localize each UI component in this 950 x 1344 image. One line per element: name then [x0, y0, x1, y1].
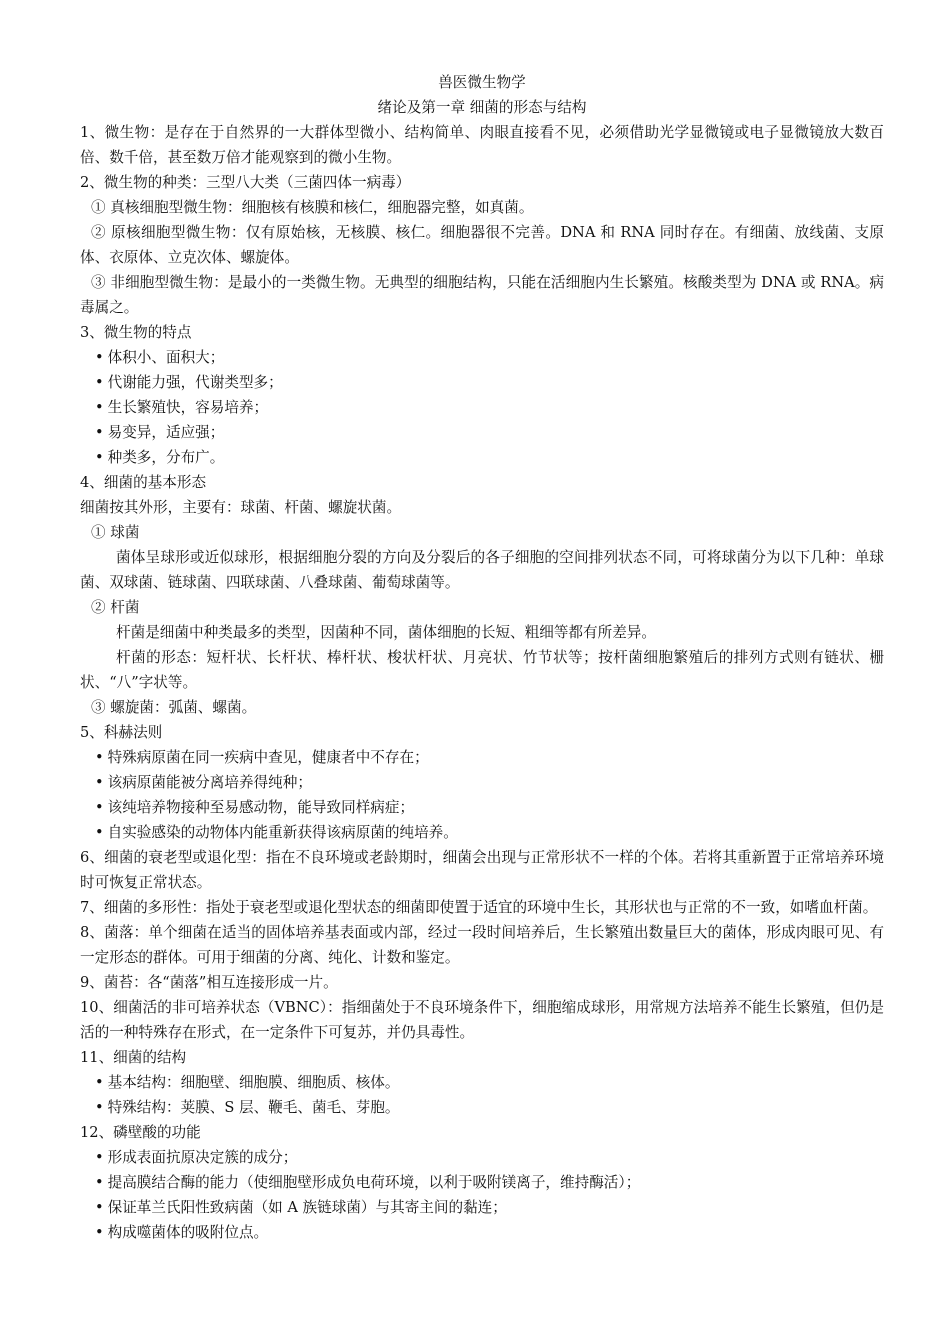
bullet-icon: • [95, 399, 104, 416]
section-3-bullet [80, 395, 884, 420]
list-item-text: 构成噬菌体的吸附位点。 [107, 1224, 269, 1241]
section-4-cocci-heading: ① 球菌 [91, 524, 140, 541]
list-item-text: 提高膜结合酶的能力（使细胞壁形成负电荷环境，以利于吸附镁离子，维持酶活）； [107, 1174, 641, 1191]
list-item-text: 代谢能力强，代谢类型多； [107, 374, 283, 391]
section-4-heading: 4、细菌的基本形态 [80, 474, 207, 491]
section-4-bacilli-text-2: 杆菌的形态：短杆状、长杆状、棒杆状、梭状杆状、月亮状、竹节状等；按杆菌细胞繁殖后的排列方式则有链状、栅状、“八”字状等。 [80, 649, 884, 691]
list-item-text: 该纯培养物接种至易感动物，能导致同样病症； [107, 799, 415, 816]
section-11-heading: 11、细菌的结构 [80, 1049, 187, 1066]
bullet-icon: • [95, 449, 104, 466]
section-5-bullet [80, 820, 884, 845]
bullet-icon: • [95, 1199, 104, 1216]
bullet-icon: • [95, 424, 104, 441]
section-2-item-3: ③ 非细胞型微生物：是最小的一类微生物。无典型的细胞结构，只能在活细胞内生长繁殖。核酸类型为 DNA 或 RNA。病毒属之。 [80, 274, 884, 316]
section-12-bullet [80, 1145, 884, 1170]
section-4-intro: 细菌按其外形，主要有：球菌、杆菌、螺旋状菌。 [80, 499, 402, 516]
list-item-text: 形成表面抗原决定簇的成分； [107, 1149, 298, 1166]
list-item-text: 特殊病原菌在同一疾病中查见，健康者中不存在； [107, 749, 429, 766]
section-3-bullet [80, 345, 884, 370]
list-item-text: 生长繁殖快，容易培养； [107, 399, 269, 416]
bullet-icon: • [95, 349, 104, 366]
section-11-bullet [80, 1095, 884, 1120]
section-3-bullet [80, 370, 884, 395]
section-8: 8、菌落：单个细菌在适当的固体培养基表面或内部，经过一段时间培养后，生长繁殖出数量巨大的菌体，形成肉眼可见、有一定形态的群体。可用于细菌的分离、纯化、计数和鉴定。 [80, 924, 884, 966]
section-2-item-1: ① 真核细胞型微生物：细胞核有核膜和核仁，细胞器完整，如真菌。 [91, 199, 534, 216]
chapter-title: 绪论及第一章 细菌的形态与结构 [377, 99, 587, 116]
section-5-bullet [80, 795, 884, 820]
list-item-text: 基本结构：细胞壁、细胞膜、细胞质、核体。 [107, 1074, 400, 1091]
bullet-icon: • [95, 774, 104, 791]
bullet-icon: • [95, 749, 104, 766]
section-12-bullet [80, 1220, 884, 1245]
section-9: 9、菌苔：各“菌落”相互连接形成一片。 [80, 974, 338, 991]
section-6: 6、细菌的衰老型或退化型：指在不良环境或老龄期时，细菌会出现与正常形状不一样的个体。若将其重新置于正常培养环境时可恢复正常状态。 [80, 849, 884, 891]
bullet-icon: • [95, 374, 104, 391]
list-item-text: 保证革兰氏阳性致病菌（如 A 族链球菌）与其寄主间的黏连； [107, 1199, 507, 1216]
section-5-bullet [80, 770, 884, 795]
list-item-text: 体积小、面积大； [107, 349, 225, 366]
section-4-bacilli-heading: ② 杆菌 [91, 599, 140, 616]
list-item-text: 该病原菌能被分离培养得纯种； [107, 774, 312, 791]
section-4-bacilli-text-1: 杆菌是细菌中种类最多的类型，因菌种不同，菌体细胞的长短、粗细等都有所差异。 [116, 624, 656, 641]
bullet-icon: • [95, 1224, 104, 1241]
list-item-text: 易变异，适应强； [107, 424, 225, 441]
document-body [80, 70, 884, 1245]
bullet-icon: • [95, 799, 104, 816]
section-3-heading: 3、微生物的特点 [80, 324, 192, 341]
section-5-bullet [80, 745, 884, 770]
bullet-icon: • [95, 1174, 104, 1191]
bullet-icon: • [95, 1149, 104, 1166]
section-1: 1、微生物：是存在于自然界的一大群体型微小、结构简单、肉眼直接看不见，必须借助光学显微镜或电子显微镜放大数百倍、数千倍，甚至数万倍才能观察到的微小生物。 [80, 124, 884, 166]
section-5-heading: 5、科赫法则 [80, 724, 163, 741]
section-11-bullet [80, 1070, 884, 1095]
section-4-spirilla: ③ 螺旋菌：弧菌、螺菌。 [91, 699, 257, 716]
section-12-heading: 12、磷壁酸的功能 [80, 1124, 201, 1141]
section-12-bullet [80, 1170, 884, 1195]
section-7: 7、细菌的多形性：指处于衰老型或退化型状态的细菌即使置于适宜的环境中生长，其形状也与正常的不一致，如嗜血杆菌。 [80, 899, 878, 916]
section-10: 10、细菌活的非可培养状态（VBNC）：指细菌处于不良环境条件下，细胞缩成球形，用常规方法培养不能生长繁殖，但仍是活的一种特殊存在形式，在一定条件下可复苏，并仍具毒性。 [80, 999, 884, 1041]
section-2-item-2: ② 原核细胞型微生物：仅有原始核，无核膜、核仁。细胞器很不完善。DNA 和 RNA 同时存在。有细菌、放线菌、支原体、衣原体、立克次体、螺旋体。 [80, 224, 884, 266]
document-title: 兽医微生物学 [438, 74, 526, 91]
bullet-icon: • [95, 824, 104, 841]
list-item-text: 特殊结构：荚膜、S 层、鞭毛、菌毛、芽胞。 [107, 1099, 400, 1116]
section-3-bullet [80, 420, 884, 445]
bullet-icon: • [95, 1099, 104, 1116]
section-3-bullet [80, 445, 884, 470]
section-4-cocci-text: 菌体呈球形或近似球形，根据细胞分裂的方向及分裂后的各子细胞的空间排列状态不同，可将球菌分为以下几种：单球菌、双球菌、链球菌、四联球菌、八叠球菌、葡萄球菌等。 [80, 549, 884, 591]
bullet-icon: • [95, 1074, 104, 1091]
section-12-bullet [80, 1195, 884, 1220]
section-2-heading: 2、微生物的种类：三型八大类（三菌四体一病毒） [80, 174, 411, 191]
list-item-text: 种类多，分布广。 [107, 449, 225, 466]
list-item-text: 自实验感染的动物体内能重新获得该病原菌的纯培养。 [107, 824, 458, 841]
